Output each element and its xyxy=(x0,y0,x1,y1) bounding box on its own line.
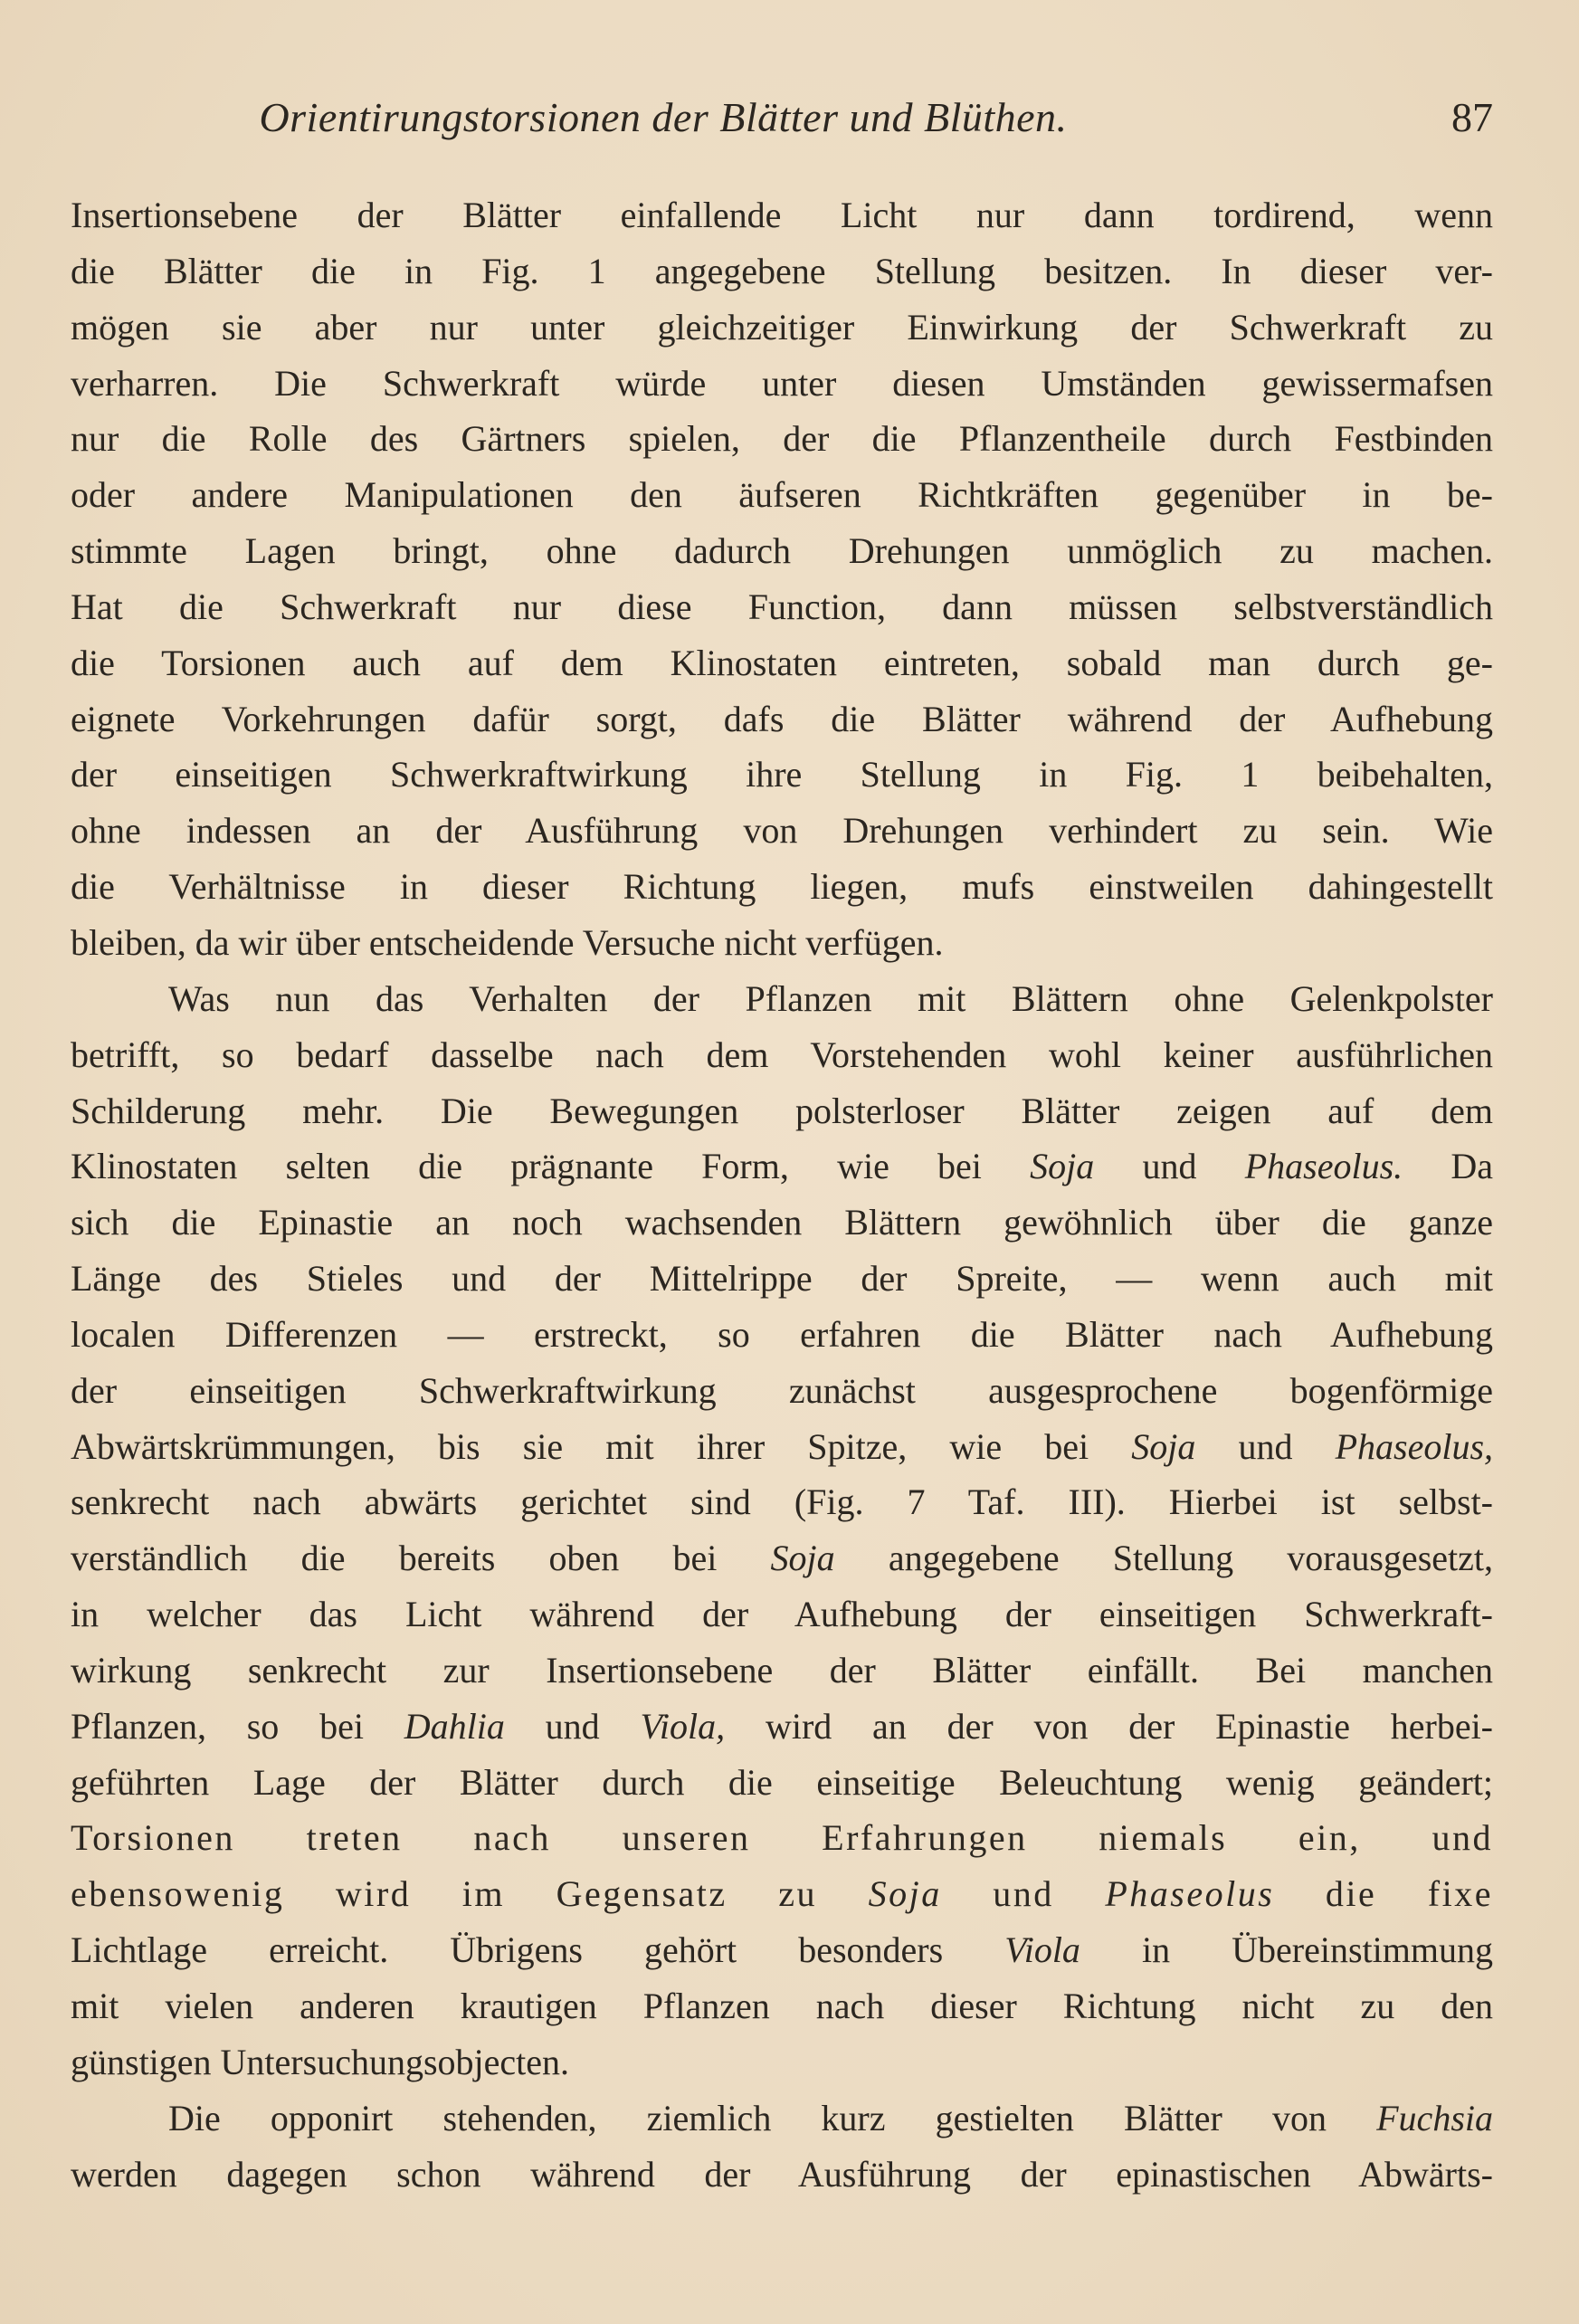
species-name: Phaseolus. xyxy=(1244,1146,1403,1187)
text-line: verharren. Die Schwerkraft würde unter diesen Umständen gewissermafsen xyxy=(71,362,1493,404)
text-line: Abwärtskrümmungen, bis sie mit ihrer Spitze, wie bei Soja und Phaseolus, xyxy=(71,1425,1493,1467)
text-line: Pflanzen, so bei Dahlia und Viola, wird an der von der Epinastie herbei- xyxy=(71,1705,1493,1747)
text-line: der einseitigen Schwerkraftwirkung zunächst ausgesprochene bogenförmige xyxy=(71,1369,1493,1411)
species-name: Dahlia xyxy=(404,1705,505,1747)
paragraph-end-line: bleiben, da wir über entscheidende Versuche nicht verfügen. xyxy=(71,921,944,963)
text-line: Insertionsebene der Blätter einfallende Licht nur dann tordirend, wenn xyxy=(71,195,1493,235)
species-name: Soja xyxy=(868,1873,942,1915)
text-line: Klinostaten selten die prägnante Form, wie bei Soja und Phaseolus. Da xyxy=(71,1146,1493,1187)
text-line: senkrecht nach abwärts gerichtet sind (Fig. 7 Taf. III). Hierbei ist selbst- xyxy=(71,1481,1493,1523)
text-line: localen Differenzen — erstreckt, so erfahren die Blätter nach Aufhebung xyxy=(71,1313,1493,1355)
species-name: Soja xyxy=(1131,1425,1196,1467)
text-line: nur die Rolle des Gärtners spielen, der die Pflanzentheile durch Festbinden xyxy=(71,418,1493,460)
text-line: Hat die Schwerkraft nur diese Function, dann müssen selbstverständlich xyxy=(71,586,1493,627)
text-line: oder andere Manipulationen den äufseren Richtkräften gegenüber in be- xyxy=(71,474,1493,516)
text-line: Lichtlage erreicht. Übrigens gehört besonders Viola in Übereinstimmung xyxy=(71,1929,1493,1971)
species-name: Phaseolus xyxy=(1105,1873,1275,1915)
text-line: die Torsionen auch auf dem Klinostaten eintreten, sobald man durch ge- xyxy=(71,642,1493,683)
spaced-text-line: Torsionen treten nach unseren Erfahrungen niemals ein, und xyxy=(71,1817,1493,1859)
text-line: Länge des Stieles und der Mittelrippe der Spreite, — wenn auch mit xyxy=(71,1258,1493,1300)
text-line: verständlich die bereits oben bei Soja angegebene Stellung vorausgesetzt, xyxy=(71,1538,1493,1579)
species-name: Viola xyxy=(1004,1929,1080,1971)
body-text xyxy=(71,187,1493,2202)
text-line: sich die Epinastie an noch wachsenden Blättern gewöhnlich über die ganze xyxy=(71,1202,1493,1243)
species-name: Fuchsia xyxy=(1376,2097,1493,2138)
species-name: Viola, xyxy=(640,1705,726,1747)
species-name: Soja xyxy=(1030,1146,1095,1187)
running-head xyxy=(71,90,1493,154)
text-line: der einseitigen Schwerkraftwirkung ihre Stellung in Fig. 1 beibehalten, xyxy=(71,754,1493,795)
page-number: 87 xyxy=(1451,94,1493,140)
species-name: Phaseolus, xyxy=(1335,1425,1493,1467)
text-line: mögen sie aber nur unter gleichzeitiger Einwirkung der Schwerkraft zu xyxy=(71,306,1493,348)
text-line: in welcher das Licht während der Aufhebung der einseitigen Schwerkraft- xyxy=(71,1594,1493,1635)
text-line: eignete Vorkehrungen dafür sorgt, dafs die Blätter während der Aufhebung xyxy=(71,698,1493,739)
text-line: Schilderung mehr. Die Bewegungen polsterloser Blätter zeigen auf dem xyxy=(71,1090,1493,1131)
text-line: stimmte Lagen bringt, ohne dadurch Drehungen unmöglich zu machen. xyxy=(71,530,1493,572)
running-title: Orientirungstorsionen der Blätter und Blüthen. xyxy=(259,94,1068,140)
text-line: geführten Lage der Blätter durch die einseitige Beleuchtung wenig geändert; xyxy=(71,1761,1493,1803)
text-line: die Blätter die in Fig. 1 angegebene Stellung besitzen. In dieser ver- xyxy=(71,250,1493,291)
species-name: Soja xyxy=(770,1538,835,1579)
paragraph-first-line: Die opponirt stehenden, ziemlich kurz gestielten Blätter von Fuchsia xyxy=(168,2097,1493,2138)
text-line: werden dagegen schon während der Ausführung der epinastischen Abwärts- xyxy=(71,2153,1493,2195)
paragraph-end-line: günstigen Untersuchungsobjecten. xyxy=(71,2041,569,2082)
text-line: betrifft, so bedarf dasselbe nach dem Vorstehenden wohl keiner ausführlichen xyxy=(71,1033,1493,1075)
spaced-text-line: ebensowenig wird im Gegensatz zu Soja und Phaseolus die fixe xyxy=(71,1873,1493,1915)
text-line: wirkung senkrecht zur Insertionsebene der Blätter einfällt. Bei manchen xyxy=(71,1649,1493,1691)
text-line: mit vielen anderen krautigen Pflanzen nach dieser Richtung nicht zu den xyxy=(71,1986,1493,2026)
text-line: die Verhältnisse in dieser Richtung liegen, mufs einstweilen dahingestellt xyxy=(71,866,1493,908)
text-line: ohne indessen an der Ausführung von Drehungen verhindert zu sein. Wie xyxy=(71,810,1493,852)
paragraph-first-line: Was nun das Verhalten der Pflanzen mit Blättern ohne Gelenkpolster xyxy=(168,977,1493,1019)
